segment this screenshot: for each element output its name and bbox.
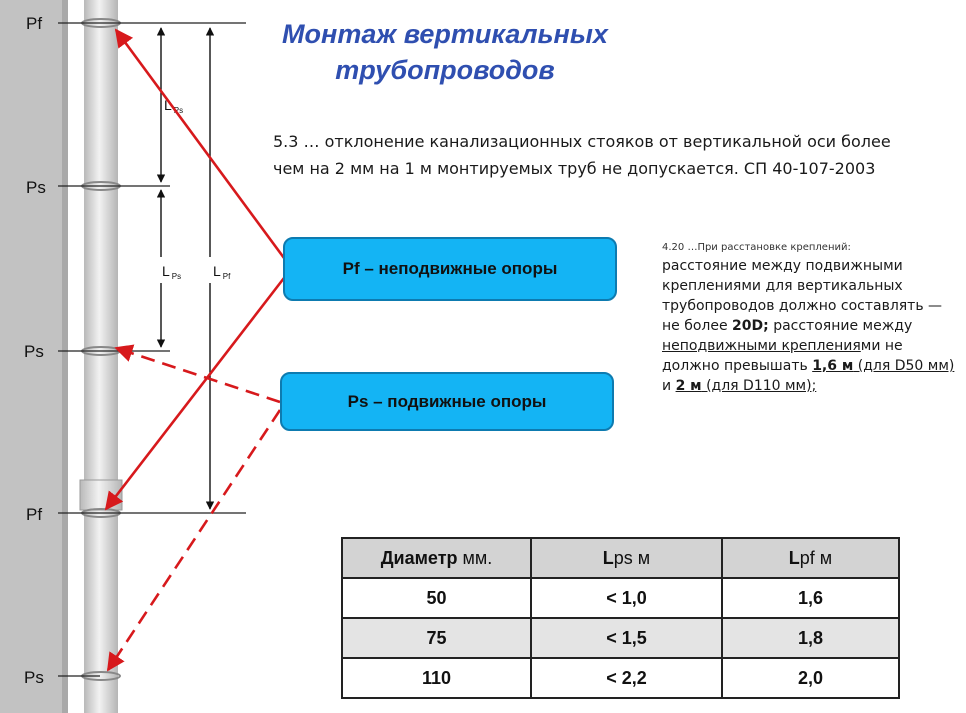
title-line-2: трубопроводов: [335, 55, 555, 85]
col-header-diameter-bold: Диаметр: [380, 547, 458, 568]
title-line-1: Монтаж вертикальных: [282, 19, 608, 49]
norm-text-3: крепления: [777, 338, 861, 354]
arrow-ps-middle: [116, 348, 280, 402]
norm-text-1: расстояние между подвижными креплениями для вертикальных трубопроводов должно составлять — не более: [662, 258, 943, 334]
norm-note-line-2: чем на 2 мм на 1 м монтируемых труб не допускается. СП 40-107-2003: [273, 159, 876, 178]
pipe: [84, 0, 118, 713]
cell-lps: < 1,5: [531, 618, 722, 658]
cell-diameter: 50: [342, 578, 531, 618]
cell-lpf: 2,0: [722, 658, 899, 698]
dim-label-lps-2-sub: Ps: [171, 272, 182, 281]
col-header-diameter-unit: мм.: [457, 547, 493, 568]
page-title: [250, 16, 640, 88]
col-header-lpf: [722, 538, 899, 578]
col-header-lpf-bold: L: [788, 547, 800, 568]
dim-label-lpf-sub: Pf: [222, 272, 231, 281]
norm-bold-20d: 20D;: [732, 318, 769, 334]
support-label-ps-3: Ps: [24, 668, 44, 687]
cell-lps: < 1,0: [531, 578, 722, 618]
support-label-ps-2: Ps: [24, 342, 44, 361]
cell-lpf: 1,6: [722, 578, 899, 618]
norm-note-5-3: [273, 128, 963, 182]
table-row: [342, 658, 899, 698]
norm-underlined-fixed: неподвижными: [662, 338, 777, 354]
col-header-lps-rest: ps м: [613, 547, 651, 568]
norm-bold-2: 2 м: [675, 378, 702, 394]
norm-note-4-20: [662, 240, 962, 396]
norm-text-5: и: [662, 378, 676, 394]
callout-sliding-supports-label: Ps – подвижные опоры: [347, 391, 547, 411]
cell-diameter: 110: [342, 658, 531, 698]
dim-label-lps-1-sub: Ps: [173, 106, 184, 115]
callout-fixed-supports: [283, 237, 617, 301]
dim-label-lps-2-main: L: [162, 263, 170, 279]
col-header-diameter: [342, 538, 531, 578]
table-row: [342, 578, 899, 618]
norm-note-line-1: 5.3 … отклонение канализационных стояков от вертикальной оси более: [273, 132, 891, 151]
norm-text-4: (для D50 мм): [853, 358, 955, 374]
col-header-lps: [531, 538, 722, 578]
support-label-pf-top: Pf: [26, 14, 43, 33]
norm-bold-1-6: 1,6 м: [812, 358, 854, 374]
norm-text-6: (для D110 мм);: [701, 378, 817, 394]
arrow-ps-bottom: [108, 410, 280, 670]
norm-note-head: 4.20 …При расстановке креплений:: [662, 242, 851, 253]
support-label-ps-1: Ps: [26, 178, 46, 197]
table-row: [342, 618, 899, 658]
spacing-table: [341, 537, 900, 699]
dim-label-lps-1-main: L: [164, 97, 172, 113]
cell-diameter: 75: [342, 618, 531, 658]
callout-sliding-supports: [280, 372, 614, 431]
support-label-pf-bottom: Pf: [26, 505, 43, 524]
cell-lpf: 1,8: [722, 618, 899, 658]
dim-label-lpf-main: L: [213, 263, 221, 279]
table-header-row: [342, 538, 899, 578]
col-header-lpf-rest: pf м: [799, 547, 833, 568]
norm-text-3b: ми не должно превышать: [662, 338, 903, 374]
callout-fixed-supports-label: Pf – неподвижные опоры: [342, 259, 558, 278]
cell-lps: < 2,2: [531, 658, 722, 698]
col-header-lps-bold: L: [602, 547, 614, 568]
norm-text-2: расстояние между: [768, 318, 913, 334]
